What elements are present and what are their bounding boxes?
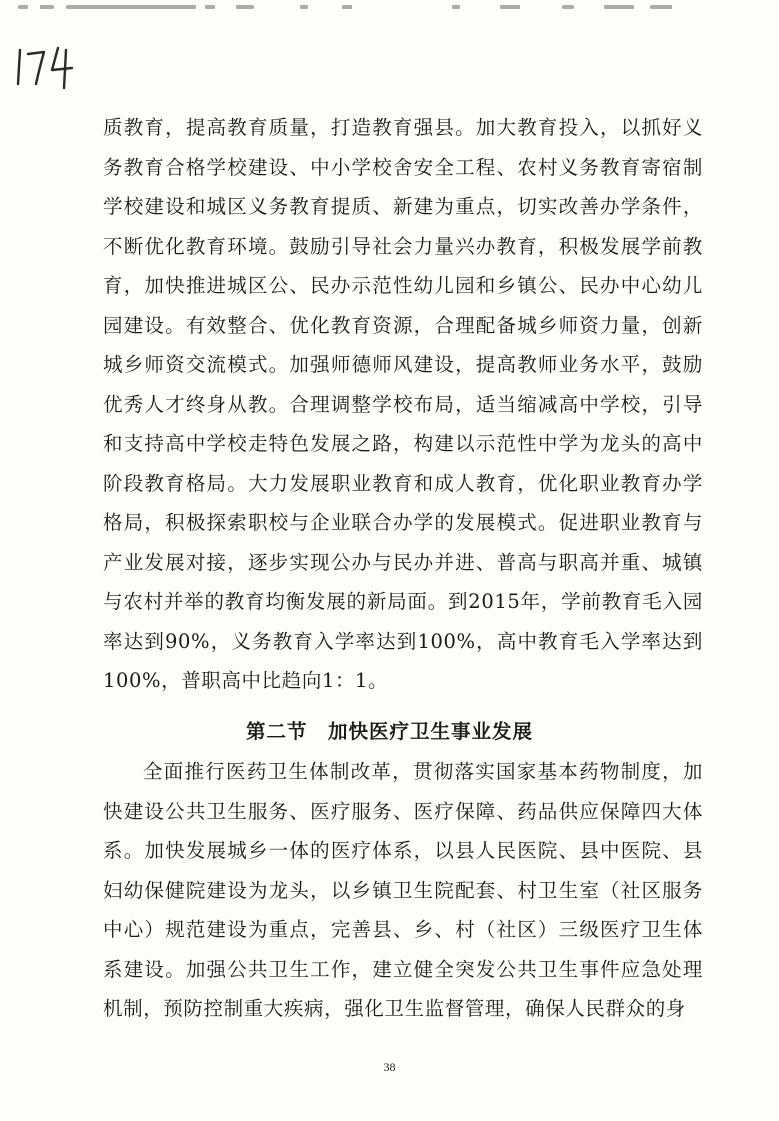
body-paragraph-healthcare: 全面推行医药卫生体制改革，贯彻落实国家基本药物制度，加快建设公共卫生服务、医疗服务、医疗保障、药品供应保障四大体系。加快发展城乡一体的医疗体系，以县人民医院、县中医院、县妇幼保健院建设为龙头，以乡镇卫生院配套、村卫生室（社区服务中心）规范建设为重点，完善县、乡、村（社区）三级医疗卫生体系建设。加强公共卫生工作，建立健全突发公共卫生事件应急处理机制，预防控制重大疾病，强化卫生监督管理，确保人民群众的身 [103, 760, 703, 1020]
handwritten-page-mark [14, 44, 84, 94]
body-paragraph-education: 质教育，提高教育质量，打造教育强县。加大教育投入，以抓好义务教育合格学校建设、中小学校舍安全工程、农村义务教育寄宿制学校建设和城区义务教育提质、新建为重点，切实改善办学条件，不断优化教育环境。鼓励引导社会力量兴办教育，积极发展学前教育，加快推进城区公、民办示范性幼儿园和乡镇公、民办中心幼儿园建设。有效整合、优化教育资源，合理配备城乡师资力量，创新城乡师资交流模式。加强师德师风建设，提高教师业务水平，鼓励优秀人才终身从教。合理调整学校布局，适当缩减高中学校，引导和支持高中学校走特色发展之路，构建以示范性中学为龙头的高中阶段教育格局。大力发展职业教育和成人教育，优化职业教育办学格局，积极探索职校与企业联合办学的发展模式。促进职业教育与产业发展对接，逐步实现公办与民办并进、普高与职高并重、城镇与农村并举的教育均衡发展的新局面。到2015年，学前教育毛入园率达到90%，义务教育入学率达到100%，高中教育毛入学率达到100%，普职高中比趋向1：1。 [103, 116, 703, 692]
page-number: 38 [383, 1060, 396, 1074]
scan-artifact-band [0, 0, 779, 18]
section-heading: 第二节 加快医疗卫生事业发展 [245, 720, 533, 743]
